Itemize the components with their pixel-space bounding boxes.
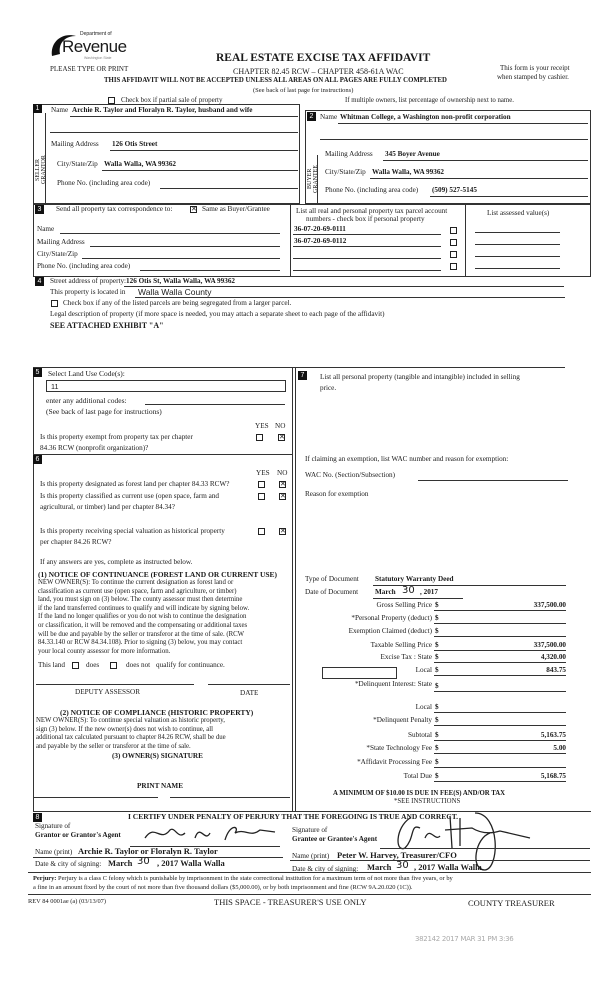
grantee-name-label: Name (print) (292, 852, 330, 860)
notice-compliance-line: additional tax calculated pursuant to chapter 84.26 RCW, shall be due (36, 734, 226, 742)
currency-symbol: $ (435, 601, 439, 609)
grantee-date-rest[interactable]: , 2017 Walla Walla (414, 862, 482, 872)
notice-continuance-line: your local county assessor for more information. (38, 647, 171, 655)
amount-value[interactable]: 337,500.00 (533, 641, 566, 649)
segregated-checkbox[interactable] (51, 300, 58, 307)
assessed-header: List assessed value(s) (487, 209, 550, 217)
current-use-no-checkbox[interactable]: ✕ (280, 492, 286, 500)
currency-symbol: $ (435, 682, 439, 690)
buyer-grantee-label: BUYER GRANTEE (307, 165, 319, 193)
currency-symbol: $ (435, 703, 439, 711)
does-not-checkbox[interactable] (110, 662, 117, 669)
corr-phone-label: Phone No. (including area code) (37, 262, 131, 270)
seller-grantor-label: SELLER GRANTOR (35, 155, 47, 185)
date-label: DATE (240, 689, 259, 697)
corr-name-label: Name (37, 225, 55, 233)
local-tax-box[interactable] (322, 667, 397, 679)
amount-label: Exemption Claimed (deduct) (348, 627, 432, 635)
grantor-date-rest[interactable]: , 2017 Walla Walla (157, 858, 225, 868)
please-type: PLEASE TYPE OR PRINT (50, 65, 129, 73)
perjury-label: Perjury: (33, 875, 57, 882)
minimum-due-note: A MINIMUM OF $10.00 IS DUE IN FEE(S) AND/OR TAX (333, 790, 506, 797)
doc-date-label: Date of Document (305, 588, 359, 596)
notice-compliance-line: and payable by the seller or transferor at the time of sale. (36, 742, 191, 750)
qualify-label: qualify for continuance. (156, 661, 225, 669)
doc-type-label: Type of Document (305, 575, 359, 583)
currency-symbol: $ (435, 653, 439, 661)
logo-dept: Department of (80, 31, 112, 37)
same-as-buyer-checkbox[interactable]: ✕ (191, 205, 197, 213)
grantee-sig-label-1: Signature of (292, 826, 328, 834)
this-land-label: This land (38, 661, 65, 669)
yes-header: YES (255, 422, 269, 430)
amount-label: Total Due (403, 772, 432, 780)
legal-description-label: Legal description of property (if more space is needed, you may attach a separate sheet to each page of the affidavit) (50, 310, 385, 318)
does-label: does (86, 661, 100, 669)
parcel-number[interactable]: 36-07-20-69-0112 (294, 237, 347, 245)
seller-name[interactable]: Archie R. Taylor and Floralyn R. Taylor, husband and wife (72, 106, 253, 114)
buyer-mailing-address[interactable]: 345 Boyer Avenue (385, 150, 440, 158)
current-use-question-2: agricultural, or timber) land per chapter 84.34? (40, 503, 175, 511)
personal-property-label-2: price. (320, 384, 337, 392)
amount-label: *Delinquent Interest: State (354, 680, 432, 688)
personal-property-label-1: List all personal property (tangible and intangible) included in selling (320, 373, 520, 381)
grantor-sig-label-2: Grantor or Grantor's Agent (35, 831, 121, 839)
grantor-date-day[interactable]: 30 (137, 856, 150, 867)
parcel-header-1: List all real and personal property tax parcel account (296, 207, 448, 215)
legal-description[interactable]: SEE ATTACHED EXHIBIT "A" (50, 321, 164, 330)
assessed-value-field[interactable] (475, 256, 560, 257)
if-yes-note: If any answers are yes, complete as instructed below. (40, 558, 193, 566)
currency-symbol: $ (435, 716, 439, 724)
grantor-signature[interactable] (140, 818, 280, 848)
seller-phone-label: Phone No. (including area code) (57, 179, 151, 187)
warning-line: THIS AFFIDAVIT WILL NOT BE ACCEPTED UNLESS ALL AREAS ON ALL PAGES ARE FULLY COMPLETED (104, 77, 447, 84)
seller-mail-label: Mailing Address (51, 140, 99, 148)
treasurer-use-only: THIS SPACE - TREASURER'S USE ONLY (214, 897, 367, 907)
assessed-value-field[interactable] (475, 244, 560, 245)
form-revision: REV 84 0001ae (a) (03/13/07) (28, 898, 106, 905)
seller-mailing-address[interactable]: 126 Otis Street (112, 140, 158, 148)
forest-no-checkbox[interactable]: ✕ (280, 480, 286, 488)
additional-codes-label: enter any additional codes: (46, 396, 127, 405)
no-header: NO (275, 422, 286, 430)
assessed-value-field[interactable] (475, 232, 560, 233)
located-label: This property is located in (50, 288, 126, 296)
print-name-label: PRINT NAME (137, 782, 183, 790)
section-number-8: 8 (33, 813, 42, 822)
notice-continuance-line: NEW OWNER(S): To continue the current designation as forest land or (38, 579, 234, 586)
see-back: (See back of last page for instructions) (253, 87, 354, 94)
notice-continuance-line: or classification, it will be removed and the compensating or additional taxes (38, 621, 248, 629)
personal-property-checkbox[interactable] (450, 251, 457, 258)
amount-label: *Personal Property (deduct) (351, 614, 432, 622)
exempt-yes-checkbox[interactable] (256, 434, 263, 441)
exempt-question-2: 84.36 RCW (nonprofit organization)? (40, 444, 149, 452)
divider (290, 204, 291, 277)
grantor-date-month[interactable]: March (108, 858, 133, 868)
land-use-label: Select Land Use Code(s): (48, 369, 125, 378)
exempt-no-checkbox[interactable]: ✕ (279, 433, 285, 441)
owner-signature-label: (3) OWNER(S) SIGNATURE (112, 752, 203, 760)
buyer-phone-label: Phone No. (including area code) (325, 186, 419, 194)
grantee-date-day[interactable]: 30 (396, 860, 409, 871)
grantor-sig-label-1: Signature of (35, 822, 71, 830)
currency-symbol: $ (435, 666, 439, 674)
partial-sale-checkbox[interactable] (108, 97, 115, 104)
section-number-3: 3 (35, 205, 44, 214)
section-number-5: 5 (33, 368, 42, 377)
perjury-text-1: Perjury is a class C felony which is punishable by imprisonment in the state correctional institution for a maximum term of not more than five years, or by (58, 875, 453, 882)
doc-date-day[interactable]: 30 (402, 585, 415, 596)
grantee-date-label: Date & city of signing: (292, 865, 359, 873)
amount-label: *State Technology Fee (366, 744, 432, 752)
claiming-exemption-label: If claiming an exemption, list WAC number and reason for exemption: (305, 455, 509, 463)
notice-continuance-line: If the land no longer qualifies or you do not wish to continue the designation (38, 613, 247, 621)
partial-sale-label: Check box if partial sale of property (121, 96, 223, 104)
current-use-question-1: Is this property classified as current use (open space, farm and (40, 492, 220, 500)
historical-question-2: per chapter 84.26 RCW? (40, 538, 112, 546)
amount-label: Taxable Selling Price (370, 641, 432, 649)
notice-continuance-title: (1) NOTICE OF CONTINUANCE (FOREST LAND OR CURRENT USE) (38, 570, 278, 579)
no-header-6: NO (277, 469, 288, 477)
historical-no-checkbox[interactable]: ✕ (280, 527, 286, 535)
amount-label: Local (415, 666, 432, 674)
parcel-header-2: numbers - check box if personal property (306, 215, 425, 223)
currency-symbol: $ (435, 731, 439, 739)
notice-compliance-line: NEW OWNER(S): To continue special valuation as historic property, (36, 717, 225, 724)
section-number-6: 6 (33, 455, 42, 464)
amount-label: Local (415, 703, 432, 711)
wac-label: WAC No. (Section/Subsection) (305, 471, 396, 479)
land-use-code-field[interactable] (46, 380, 286, 392)
personal-property-checkbox[interactable] (450, 263, 457, 270)
perjury-line-1 (33, 875, 453, 882)
seller-city-label: City/State/Zip (57, 160, 98, 168)
parcel-number[interactable]: 36-07-20-69-0111 (294, 225, 346, 233)
same-as-buyer-label: Same as Buyer/Grantee (202, 205, 270, 213)
amount-label: *Delinquent Penalty (373, 716, 432, 724)
form-title: REAL ESTATE EXCISE TAX AFFIDAVIT (216, 52, 431, 64)
notice-continuance-line: if the land transferred continues to qualify and will indicate by signing below. (38, 604, 250, 612)
buyer-name[interactable]: Whitman College, a Washington non-profit corporation (340, 113, 511, 121)
amount-value[interactable]: 337,500.00 (533, 601, 566, 609)
buyer-city-label: City/State/Zip (325, 168, 366, 176)
seller-name-label: Name (51, 106, 69, 114)
forest-yes-checkbox[interactable] (258, 481, 265, 488)
amount-label: *Affidavit Processing Fee (357, 758, 432, 766)
amount-label: Excise Tax : State (380, 653, 432, 661)
assessed-value-field[interactable] (475, 268, 560, 269)
see-instructions: *SEE INSTRUCTIONS (394, 798, 461, 805)
section-number-2: 2 (307, 112, 316, 121)
forest-question: Is this property designated as forest land per chapter 84.33 RCW? (40, 480, 230, 488)
amount-value[interactable]: 843.75 (546, 666, 566, 674)
buyer-mail-label: Mailing Address (325, 150, 373, 158)
currency-symbol: $ (435, 758, 439, 766)
seller-city[interactable]: Walla Walla, WA 99362 (104, 160, 177, 168)
does-checkbox[interactable] (72, 662, 79, 669)
notice-continuance-line: 84.33.140 or RCW 84.34.108). Prior to signing (3) below, you may contact (38, 639, 243, 647)
grantee-name[interactable]: Peter W. Harvey, Treasurer/CFO (337, 850, 457, 860)
land-use-see-back: (See back of last page for instructions) (46, 407, 162, 416)
logo-revenue: Revenue (62, 37, 127, 56)
notice-continuance-line: land, you must sign on (3) below. The county assessor must then determine (38, 596, 243, 604)
corr-mail-label: Mailing Address (37, 238, 85, 246)
grantee-date-month[interactable]: March (367, 862, 392, 872)
buyer-phone[interactable]: (509) 527-5145 (432, 186, 477, 194)
property-county[interactable]: Walla Walla County (138, 287, 212, 297)
does-not-label: does not (126, 661, 151, 669)
divider (465, 204, 466, 277)
doc-type[interactable]: Statutory Warranty Deed (375, 575, 454, 583)
section-number-7: 7 (298, 371, 307, 380)
notice-compliance-line: sign (3) below. If the new owner(s) does not wish to continue, all (36, 725, 213, 733)
deputy-assessor-label: DEPUTY ASSESSOR (75, 688, 141, 696)
yes-header-6: YES (256, 469, 270, 477)
buyer-name-label: Name (320, 113, 338, 121)
correspondence-label: Send all property tax correspondence to: (56, 205, 173, 213)
receipt-1: This form is your receipt (500, 64, 570, 72)
street-label: Street address of property: (50, 277, 127, 285)
grantor-name[interactable]: Archie R. Taylor or Floralyn R. Taylor (78, 846, 218, 856)
historical-question-1: Is this property receiving special valuation as historical property (40, 527, 225, 535)
logo-state: Washington State (84, 56, 112, 60)
notice-continuance-line: classification as current use (open space, farm and agriculture, or timber) (38, 587, 237, 595)
currency-symbol: $ (435, 744, 439, 752)
buyer-city[interactable]: Walla Walla, WA 99362 (372, 168, 445, 176)
section-number-1: 1 (33, 104, 42, 113)
land-use-code: 11 (51, 382, 59, 391)
currency-symbol: $ (435, 627, 439, 635)
divider (295, 367, 296, 812)
notice-continuance-line: will be due and payable by the seller or transferor at the time of sale. (RCW (38, 630, 245, 638)
grantee-sig-label-2: Grantee or Grantee's Agent (292, 835, 378, 843)
section-number-4: 4 (35, 277, 44, 286)
receipt-2: when stamped by cashier. (497, 73, 569, 81)
chapter-line: CHAPTER 82.45 RCW – CHAPTER 458-61A WAC (233, 67, 404, 76)
amount-value[interactable]: 5,168.75 (540, 772, 566, 780)
personal-property-checkbox[interactable] (450, 227, 457, 234)
amount-value[interactable]: 5,163.75 (540, 731, 566, 739)
personal-property-checkbox[interactable] (450, 239, 457, 246)
amount-label: Subtotal (408, 731, 432, 739)
seller-section (33, 104, 300, 204)
currency-symbol: $ (435, 614, 439, 622)
doc-date-year[interactable]: , 2017 (420, 588, 438, 596)
amount-value[interactable]: 4,320.00 (540, 653, 566, 661)
reason-label: Reason for exemption (305, 490, 369, 498)
currency-symbol: $ (435, 772, 439, 780)
doc-date-month[interactable]: March (375, 588, 396, 596)
recording-stamp: 382142 2017 MAR 31 PM 3:36 (415, 935, 514, 943)
property-street-address[interactable]: 126 Otis St, Walla Walla, WA 99362 (126, 277, 236, 285)
historical-yes-checkbox[interactable] (258, 528, 265, 535)
current-use-yes-checkbox[interactable] (258, 493, 265, 500)
notice-compliance-title: (2) NOTICE OF COMPLIANCE (HISTORIC PROPERTY) (60, 708, 254, 717)
grantor-date-label: Date & city of signing: (35, 860, 102, 868)
amount-label: Gross Selling Price (376, 601, 432, 609)
county-treasurer: COUNTY TREASURER (468, 898, 555, 908)
amount-value[interactable]: 5.00 (553, 744, 566, 752)
grantor-name-label: Name (print) (35, 848, 73, 856)
corr-city-label: City/State/Zip (37, 250, 78, 258)
perjury-line-2: a fine in an amount fixed by the court of not more than five thousand dollars ($5,000.00), or by both imprisonment and fine (RCW 9A.20.020 (1C)). (33, 884, 413, 891)
currency-symbol: $ (435, 641, 439, 649)
certify-statement: I CERTIFY UNDER PENALTY OF PERJURY THAT THE FOREGOING IS TRUE AND CORRECT. (128, 812, 459, 821)
segregated-label: Check box if any of the listed parcels are being segregated from a larger parcel. (63, 299, 292, 307)
multiple-owners-note: If multiple owners, list percentage of ownership next to name. (345, 97, 514, 104)
exempt-question-1: Is this property exempt from property tax per chapter (40, 433, 193, 441)
